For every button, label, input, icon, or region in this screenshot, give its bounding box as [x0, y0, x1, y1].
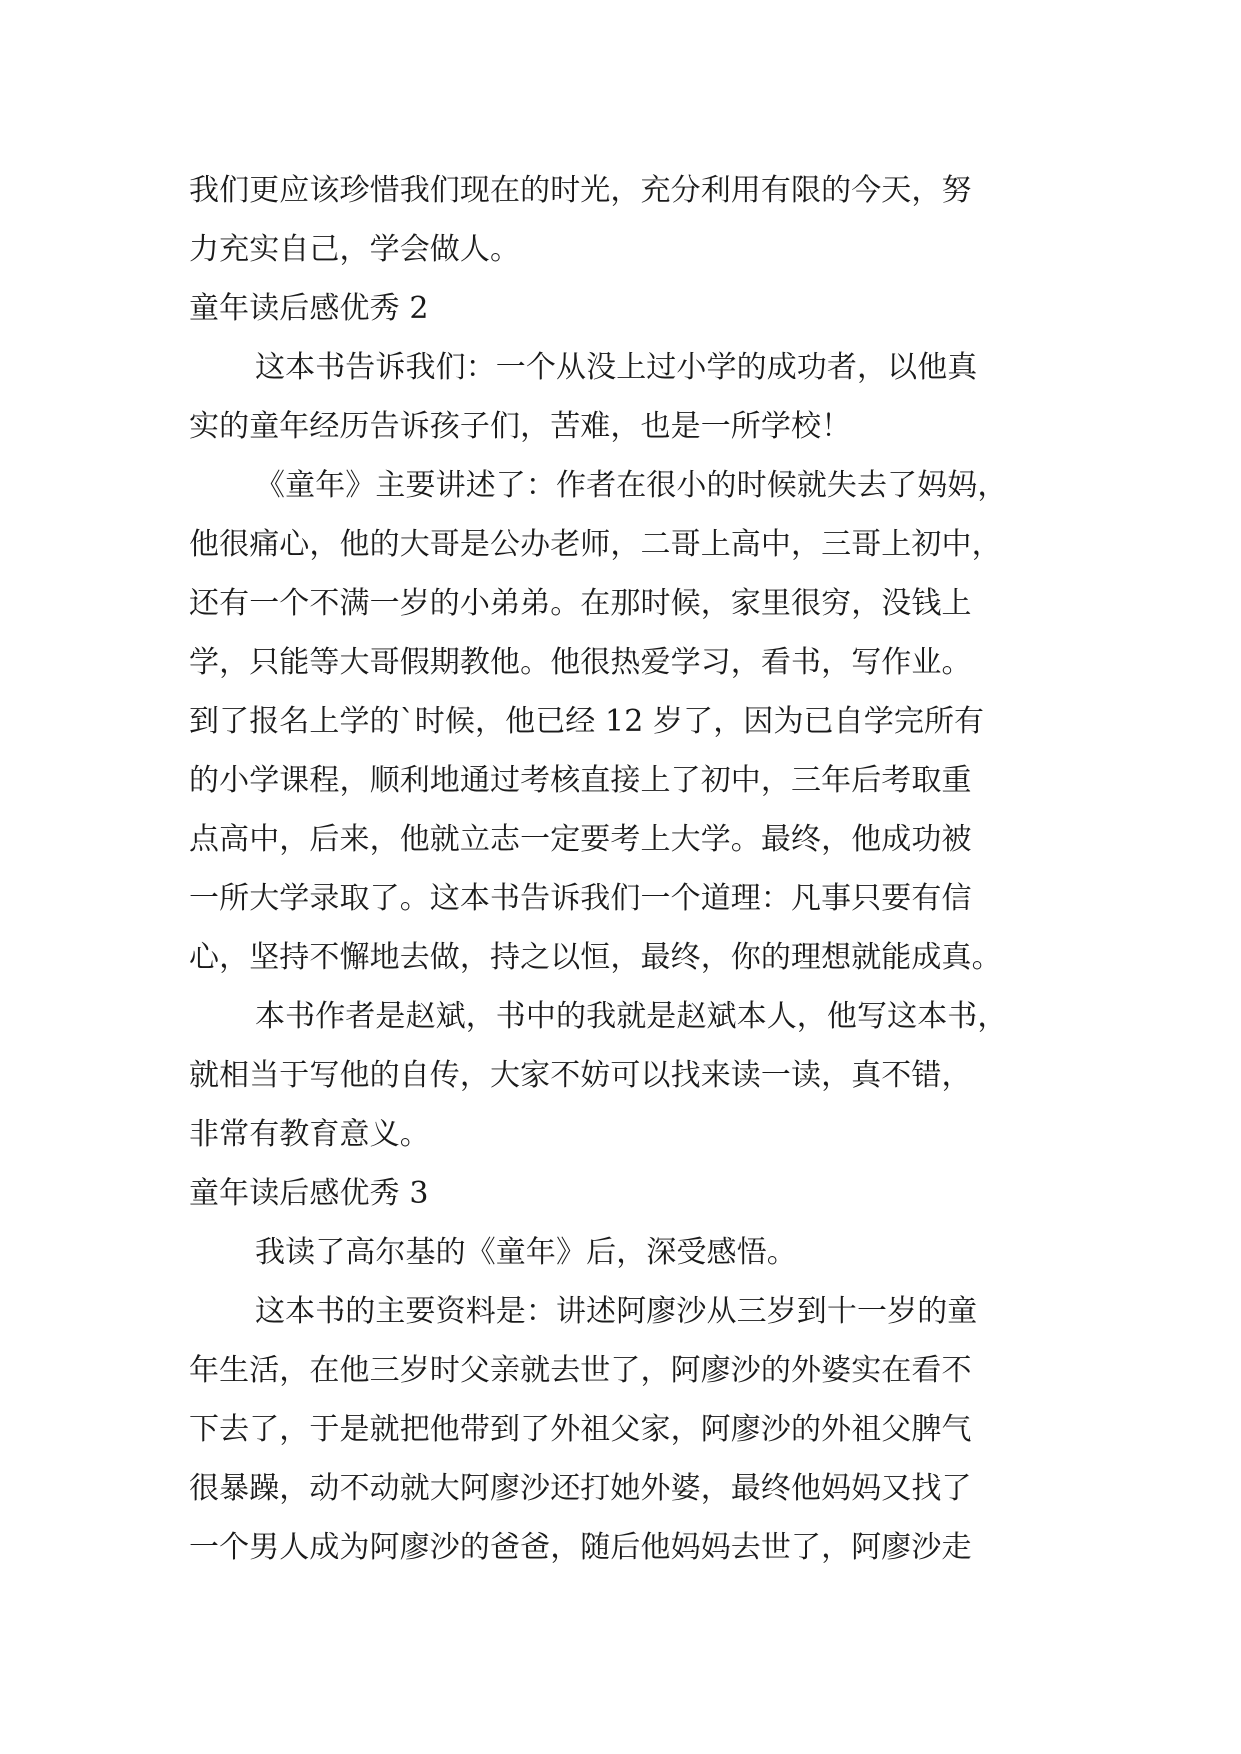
paragraph-line: 力充实自己，学会做人。	[189, 232, 521, 267]
paragraph-line: 还有一个不满一岁的小弟弟。在那时候，家里很穷，没钱上	[189, 586, 972, 621]
document-body	[189, 161, 1069, 1577]
paragraph-line: 我读了高尔基的《童年》后，深受感悟。	[255, 1235, 797, 1270]
paragraph-line: 的小学课程，顺利地通过考核直接上了初中，三年后考取重	[189, 763, 972, 798]
paragraph-line: 这本书告诉我们：一个从没上过小学的成功者，以他真	[255, 350, 978, 385]
section-heading: 童年读后感优秀 3	[189, 1176, 429, 1211]
paragraph-line: 年生活，在他三岁时父亲就去世了，阿廖沙的外婆实在看不	[189, 1353, 972, 1388]
paragraph-line: 点高中，后来，他就立志一定要考上大学。最终，他成功被	[189, 822, 972, 857]
paragraph-line: 学，只能等大哥假期教他。他很热爱学习，看书，写作业。	[189, 645, 972, 680]
paragraph-line: 一个男人成为阿廖沙的爸爸，随后他妈妈去世了，阿廖沙走	[189, 1530, 972, 1565]
paragraph-line: 我们更应该珍惜我们现在的时光，充分利用有限的今天，努	[189, 173, 972, 208]
paragraph-line: 实的童年经历告诉孩子们，苦难，也是一所学校！	[189, 409, 852, 444]
paragraph-line: 很暴躁，动不动就大阿廖沙还打她外婆，最终他妈妈又找了	[189, 1471, 972, 1506]
paragraph-line: 一所大学录取了。这本书告诉我们一个道理：凡事只要有信	[189, 881, 972, 916]
paragraph-line: 就相当于写他的自传，大家不妨可以找来读一读，真不错，	[189, 1058, 972, 1093]
paragraph-line: 他很痛心，他的大哥是公办老师，二哥上高中，三哥上初中，	[189, 527, 1002, 562]
paragraph-line: 非常有教育意义。	[189, 1117, 430, 1152]
paragraph-line: 下去了，于是就把他带到了外祖父家，阿廖沙的外祖父脾气	[189, 1412, 972, 1447]
paragraph-line: 本书作者是赵斌，书中的我就是赵斌本人，他写这本书，	[255, 999, 1008, 1034]
paragraph-line: 《童年》主要讲述了：作者在很小的时候就失去了妈妈，	[255, 468, 1008, 503]
paragraph-line: 这本书的主要资料是：讲述阿廖沙从三岁到十一岁的童	[255, 1294, 978, 1329]
paragraph-line: 心，坚持不懈地去做，持之以恒，最终，你的理想就能成真。	[189, 940, 1002, 975]
section-heading: 童年读后感优秀 2	[189, 291, 429, 326]
paragraph-line: 到了报名上学的`时候，他已经 12 岁了，因为已自学完所有	[189, 704, 985, 739]
